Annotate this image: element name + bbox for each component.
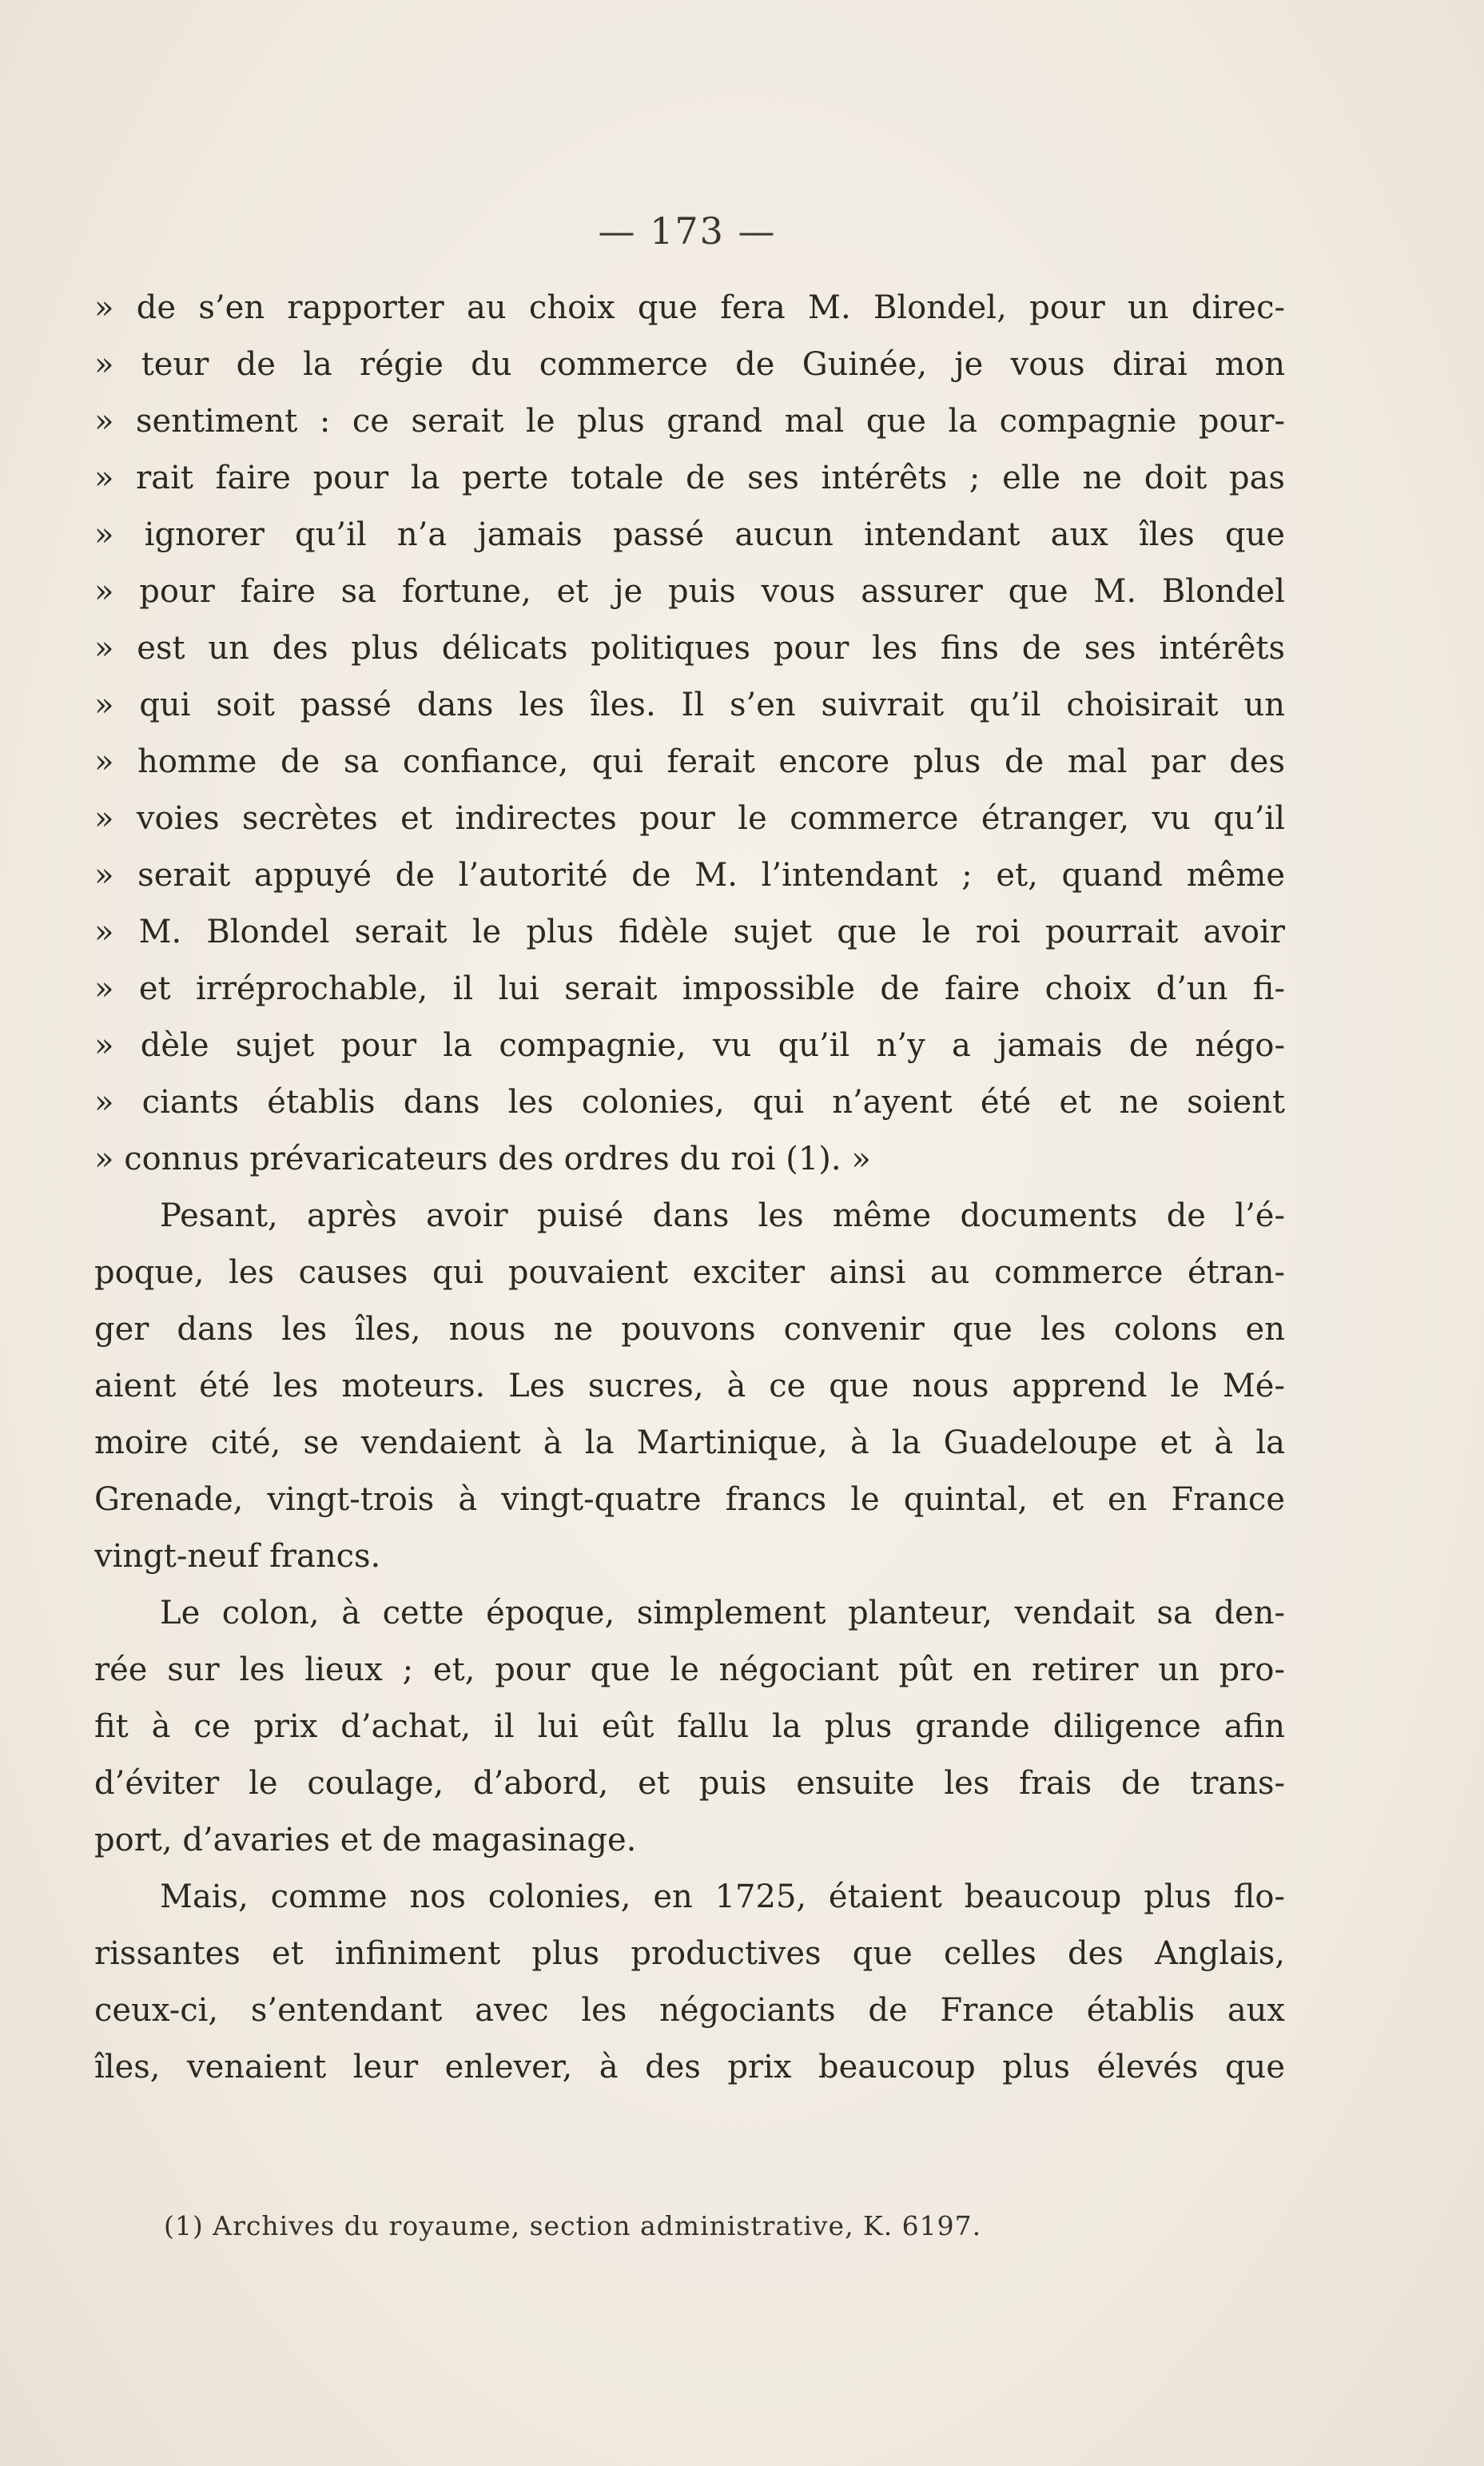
text-line: » ciants établis dans les colonies, qui n’ayent été et ne soient — [94, 1084, 1285, 1121]
text-line: ger dans les îles, nous ne pouvons convenir que les colons en — [94, 1311, 1285, 1348]
text-line: » ignorer qu’il n’a jamais passé aucun intendant aux îles que — [94, 516, 1285, 553]
text-line: » et irréprochable, il lui serait impossible de faire choix d’un fi- — [94, 970, 1285, 1007]
text-line: » voies secrètes et indirectes pour le commerce étranger, vu qu’il — [94, 800, 1285, 837]
text-line: » rait faire pour la perte totale de ses intérêts ; elle ne doit pas — [94, 460, 1285, 496]
text-line: » qui soit passé dans les îles. Il s’en suivrait qu’il choisirait un — [94, 687, 1285, 723]
text-line: » dèle sujet pour la compagnie, vu qu’il n’y a jamais de négo- — [94, 1027, 1285, 1064]
text-line: îles, venaient leur enlever, à des prix beaucoup plus élevés que — [94, 2049, 1285, 2086]
text-line: » sentiment : ce serait le plus grand mal que la compagnie pour- — [94, 403, 1285, 440]
text-line: ceux-ci, s’entendant avec les négociants de France établis aux — [94, 1992, 1285, 2029]
text-line: Mais, comme nos colonies, en 1725, étaient beaucoup plus flo- — [160, 1878, 1285, 1915]
text-line: » pour faire sa fortune, et je puis vous assurer que M. Blondel — [94, 573, 1285, 610]
text-line: fit à ce prix d’achat, il lui eût fallu la plus grande diligence afin — [94, 1708, 1285, 1745]
text-line: rée sur les lieux ; et, pour que le négociant pût en retirer un pro- — [94, 1651, 1285, 1688]
text-line: rissantes et infiniment plus productives que celles des Anglais, — [94, 1935, 1285, 1972]
text-line: » serait appuyé de l’autorité de M. l’intendant ; et, quand même — [94, 857, 1285, 894]
text-line: » M. Blondel serait le plus fidèle sujet que le roi pourrait avoir — [94, 914, 1285, 950]
footnote: (1) Archives du royaume, section administrative, K. 6197. — [164, 2210, 982, 2241]
text-line: » connus prévaricateurs des ordres du roi (1). » — [94, 1141, 871, 1177]
page-number: — 173 — — [598, 209, 777, 253]
text-line: Pesant, après avoir puisé dans les même documents de l’é- — [160, 1197, 1285, 1234]
text-line: » est un des plus délicats politiques pour les fins de ses intérêts — [94, 630, 1285, 667]
text-line: » teur de la régie du commerce de Guinée, je vous dirai mon — [94, 346, 1285, 383]
text-line: Le colon, à cette époque, simplement planteur, vendait sa den- — [160, 1595, 1285, 1631]
text-line: vingt-neuf francs. — [94, 1538, 381, 1575]
body-text — [94, 280, 1285, 2096]
text-line: moire cité, se vendaient à la Martinique, à la Guadeloupe et à la — [94, 1424, 1285, 1461]
text-line: » de s’en rapporter au choix que fera M. Blondel, pour un direc- — [94, 289, 1285, 326]
text-line: poque, les causes qui pouvaient exciter ainsi au commerce étran- — [94, 1254, 1285, 1291]
text-line: port, d’avaries et de magasinage. — [94, 1822, 637, 1858]
text-line: d’éviter le coulage, d’abord, et puis ensuite les frais de trans- — [94, 1765, 1285, 1802]
text-line: » homme de sa confiance, qui ferait encore plus de mal par des — [94, 743, 1285, 780]
text-line: aient été les moteurs. Les sucres, à ce que nous apprend le Mé- — [94, 1368, 1285, 1404]
text-line: Grenade, vingt-trois à vingt-quatre francs le quintal, et en France — [94, 1481, 1285, 1518]
